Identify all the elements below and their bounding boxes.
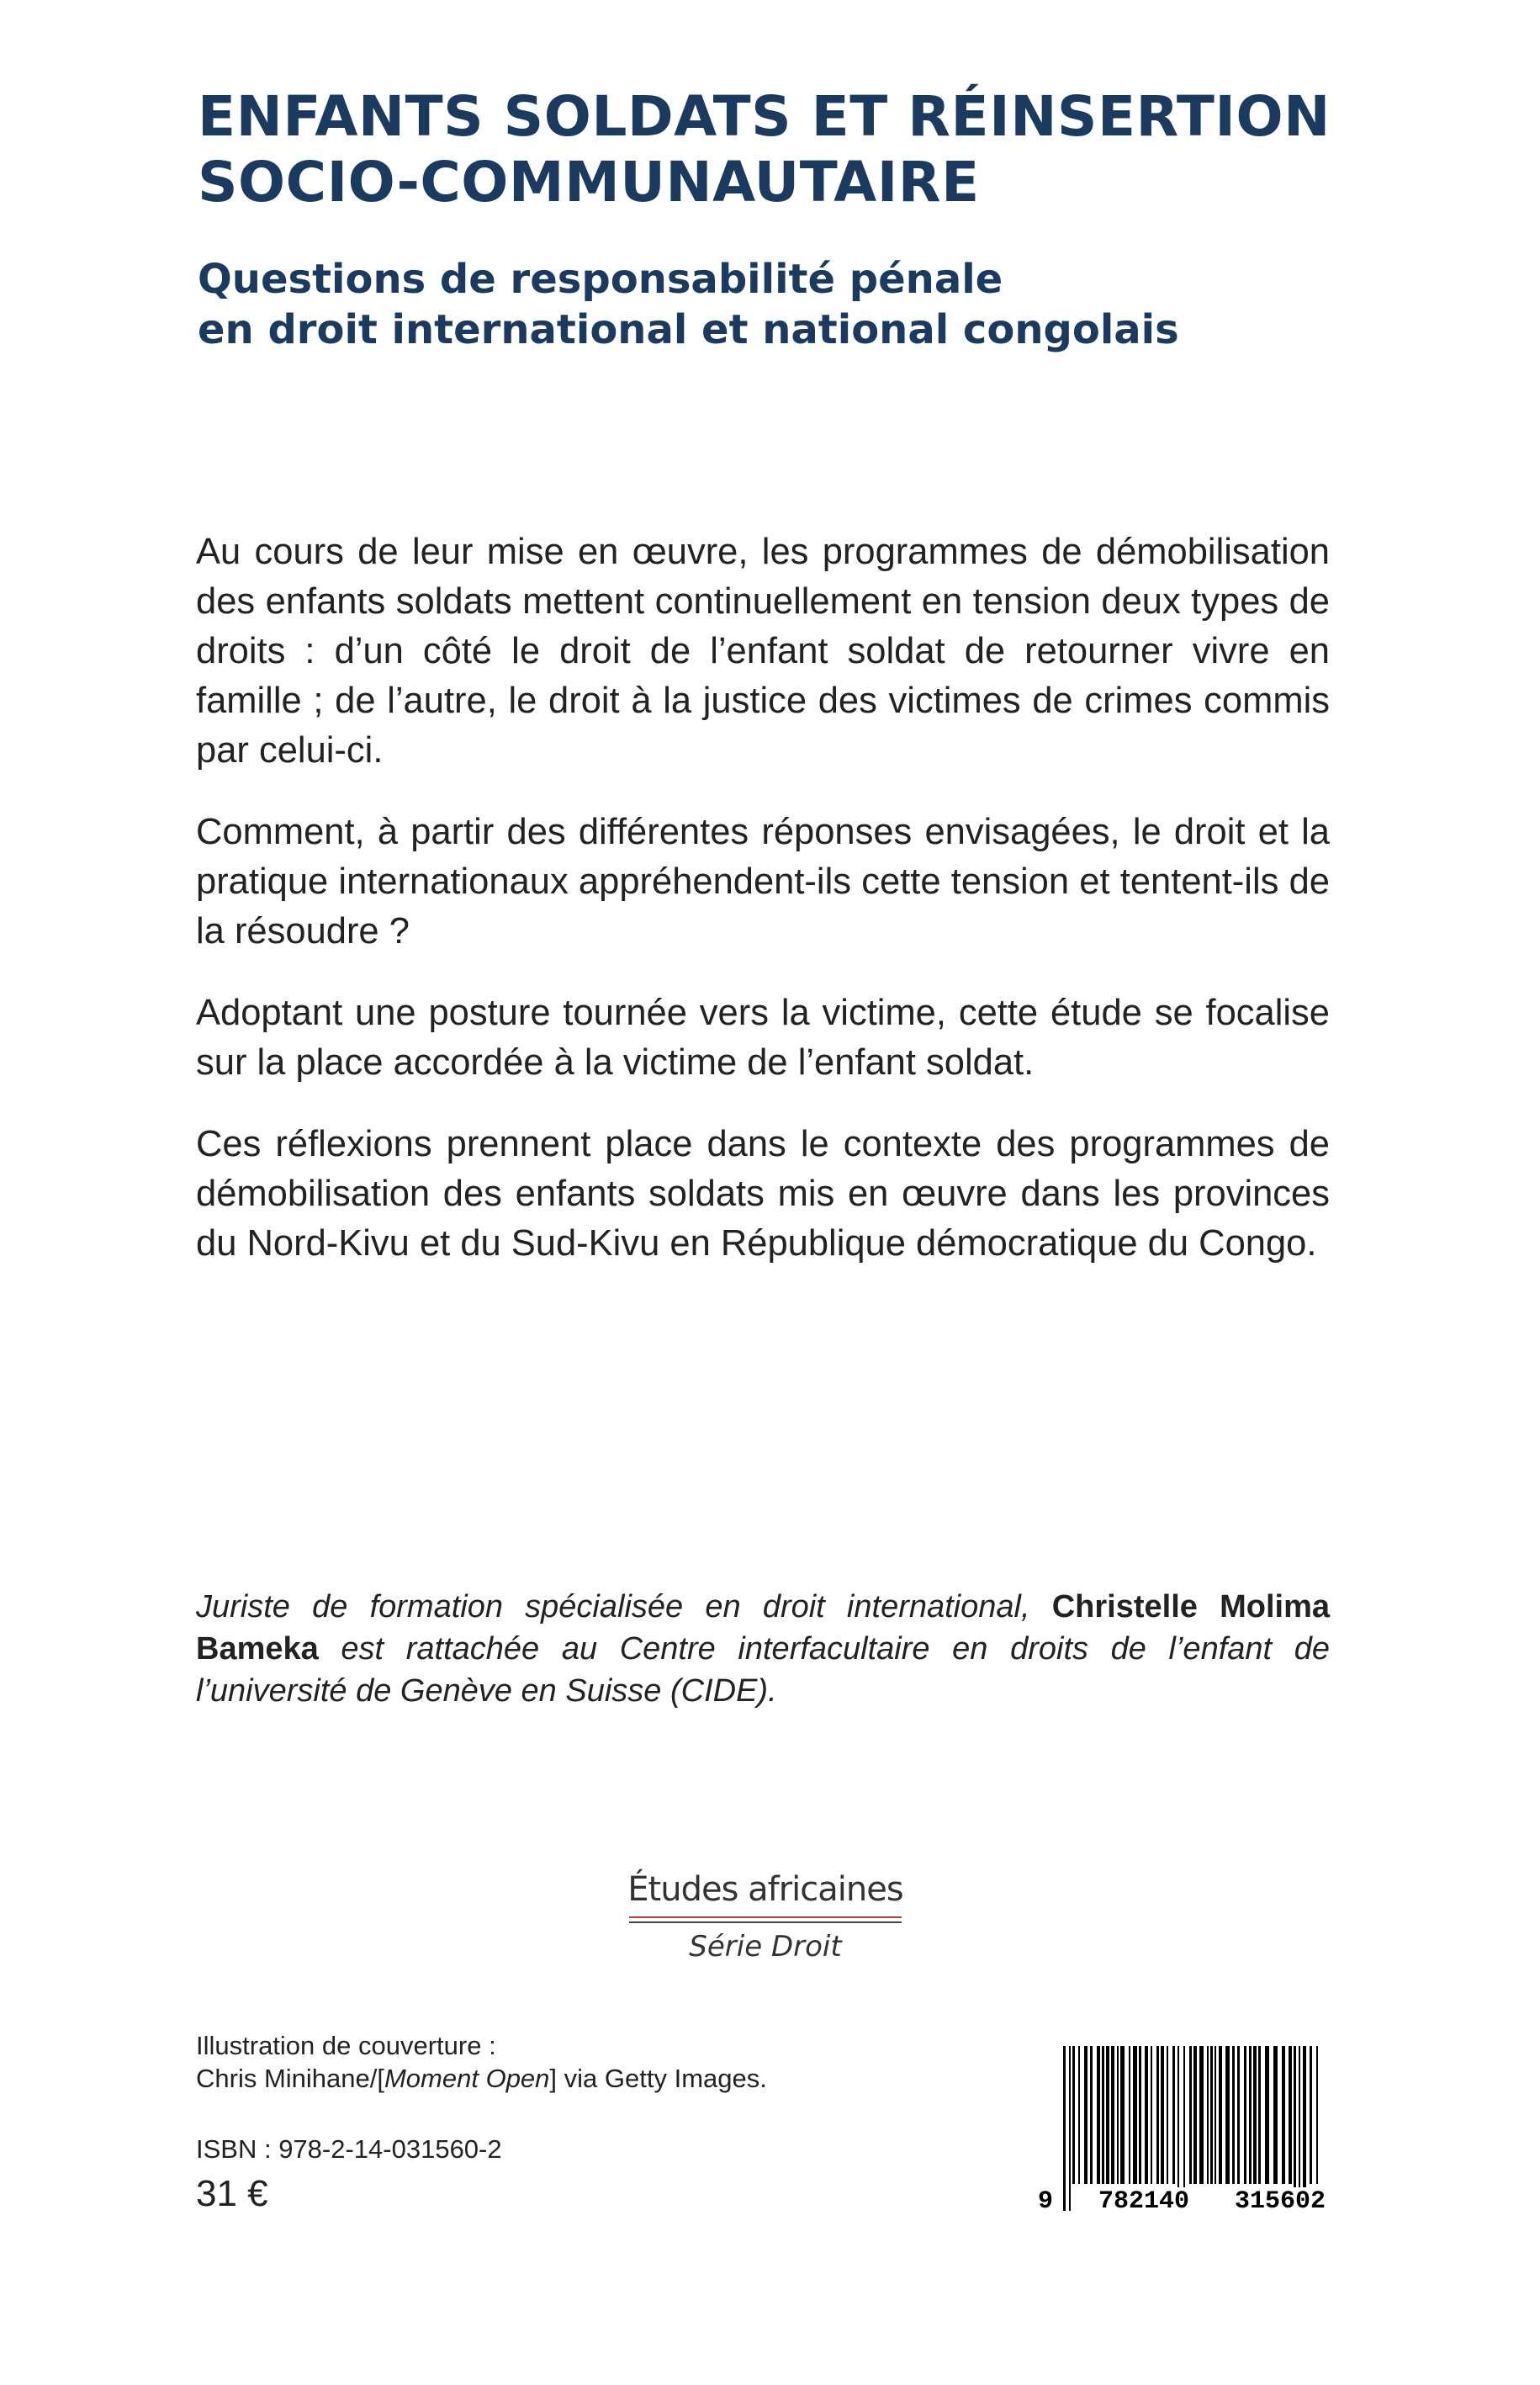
barcode-bar xyxy=(1133,2046,1137,2184)
barcode-bar xyxy=(1102,2046,1104,2184)
barcode-bar xyxy=(1316,2046,1318,2184)
barcode-bar xyxy=(1273,2046,1278,2184)
barcode-bar xyxy=(1193,2046,1197,2184)
barcode-bar xyxy=(1111,2046,1114,2184)
series-subtitle: Série Droit xyxy=(689,1930,842,1964)
barcode-bar xyxy=(1161,2046,1164,2184)
barcode-bar xyxy=(1097,2046,1100,2184)
series-logo xyxy=(622,1868,908,1964)
bio-text-after: est rattachée au Centre interfacultaire en droits de l’enfant de l’université de Genève en Suisse (CIDE). xyxy=(196,1631,1330,1709)
barcode-bar xyxy=(1078,2046,1080,2184)
barcode-bar xyxy=(1219,2046,1222,2184)
barcode-bar xyxy=(1289,2046,1292,2184)
series-name: Études africaines xyxy=(627,1870,903,1909)
barcode-bar xyxy=(1210,2046,1213,2184)
barcode-bar xyxy=(1310,2046,1312,2184)
barcode-bar xyxy=(1189,2046,1192,2184)
barcode-bar xyxy=(1244,2046,1246,2184)
barcode-bar xyxy=(1084,2046,1088,2184)
price: 31 € xyxy=(196,2173,268,2214)
barcode-bar xyxy=(1069,2046,1071,2211)
credits-line-1: Illustration de couverture : xyxy=(196,2031,496,2060)
barcode xyxy=(1038,2046,1326,2219)
barcode-bar xyxy=(1090,2046,1093,2184)
barcode-bar xyxy=(1072,2046,1075,2184)
barcode-bar xyxy=(1253,2046,1257,2184)
barcode-bar xyxy=(1207,2046,1209,2184)
credits-photographer: Chris Minihane/[ xyxy=(196,2064,384,2093)
barcode-bar xyxy=(1151,2046,1152,2184)
barcode-bar xyxy=(1265,2046,1269,2184)
subtitle-line-1: Questions de responsabilité pénale xyxy=(198,256,1003,303)
barcode-bar xyxy=(1225,2046,1230,2184)
barcode-bar xyxy=(1237,2046,1240,2184)
blurb-paragraph-1: Au cours de leur mise en œuvre, les programmes de démobilisation des enfants soldats mettent continuellement en tension deux types de droits : d’un côté le droit de l’enfant soldat de retourner vivre en famille ; de l’autre, le droit à la justice des victimes de crimes commis par celui-ci. xyxy=(196,532,1330,771)
bio-text-before: Juriste de formation spécialisée en droit international, xyxy=(196,1589,1052,1624)
author-bio xyxy=(196,1586,1330,1712)
barcode-bar xyxy=(1120,2046,1125,2184)
barcode-lead-digit: 9 xyxy=(1038,2187,1054,2216)
barcode-digits xyxy=(1038,2187,1326,2216)
blurb-paragraph-2: Comment, à partir des différentes réponses envisagées, le droit et la pratique internationaux appréhendent-ils cette tension et tentent-ils de la résoudre ? xyxy=(196,812,1330,951)
barcode-bar xyxy=(1063,2046,1066,2211)
barcode-bar xyxy=(1172,2046,1175,2184)
subtitle-line-2: en droit international et national congolais xyxy=(198,306,1179,353)
barcode-bar xyxy=(1303,2046,1306,2211)
title-line-1: ENFANTS SOLDATS ET RÉINSERTION xyxy=(198,84,1331,149)
barcode-bar xyxy=(1232,2046,1235,2184)
blurb-paragraph-3: Adoptant une posture tournée vers la victime, cette étude se focalise sur la place accordée à la victime de l’enfant soldat. xyxy=(196,993,1330,1083)
barcode-right-group: 315602 xyxy=(1234,2187,1326,2216)
series-rule-red xyxy=(629,1916,902,1918)
book-subtitle xyxy=(198,254,1375,355)
credits-line-2 xyxy=(196,2062,953,2095)
barcode-bar xyxy=(1215,2046,1216,2184)
isbn: ISBN : 978-2-14-031560-2 xyxy=(196,2134,502,2164)
barcode-bar xyxy=(1282,2046,1285,2184)
barcode-bar xyxy=(1156,2046,1159,2184)
barcode-bar xyxy=(1167,2046,1168,2184)
credits-agency: ] via Getty Images. xyxy=(549,2064,767,2093)
credits-collection: Moment Open xyxy=(384,2064,550,2093)
barcode-bar xyxy=(1258,2046,1261,2184)
barcode-bar xyxy=(1294,2046,1296,2211)
barcode-bar xyxy=(1299,2046,1300,2211)
cover-credits xyxy=(196,2029,953,2095)
blurb-paragraph-4: Ces réflexions prennent place dans le contexte des programmes de démobilisation des enfants soldats mis en œuvre dans les provinces du Nord-Kivu et du Sud-Kivu en République démocratique du Congo. xyxy=(196,1124,1330,1264)
barcode-bar xyxy=(1249,2046,1252,2184)
title-line-2: SOCIO-COMMUNAUTAIRE xyxy=(198,150,980,215)
book-title xyxy=(198,84,1358,215)
author-name: Christelle Molima Bameka xyxy=(196,1589,1330,1667)
barcode-left-group: 782140 xyxy=(1098,2187,1189,2216)
blurb xyxy=(196,527,1330,1301)
barcode-bar xyxy=(1177,2046,1179,2211)
barcode-bar xyxy=(1129,2046,1130,2184)
barcode-bar xyxy=(1117,2046,1119,2184)
barcode-bar xyxy=(1145,2046,1148,2184)
barcode-bar xyxy=(1106,2046,1109,2184)
barcode-bar xyxy=(1183,2046,1185,2211)
series-rule-dark xyxy=(629,1921,902,1923)
barcode-bar xyxy=(1139,2046,1141,2184)
barcode-bar xyxy=(1199,2046,1204,2184)
